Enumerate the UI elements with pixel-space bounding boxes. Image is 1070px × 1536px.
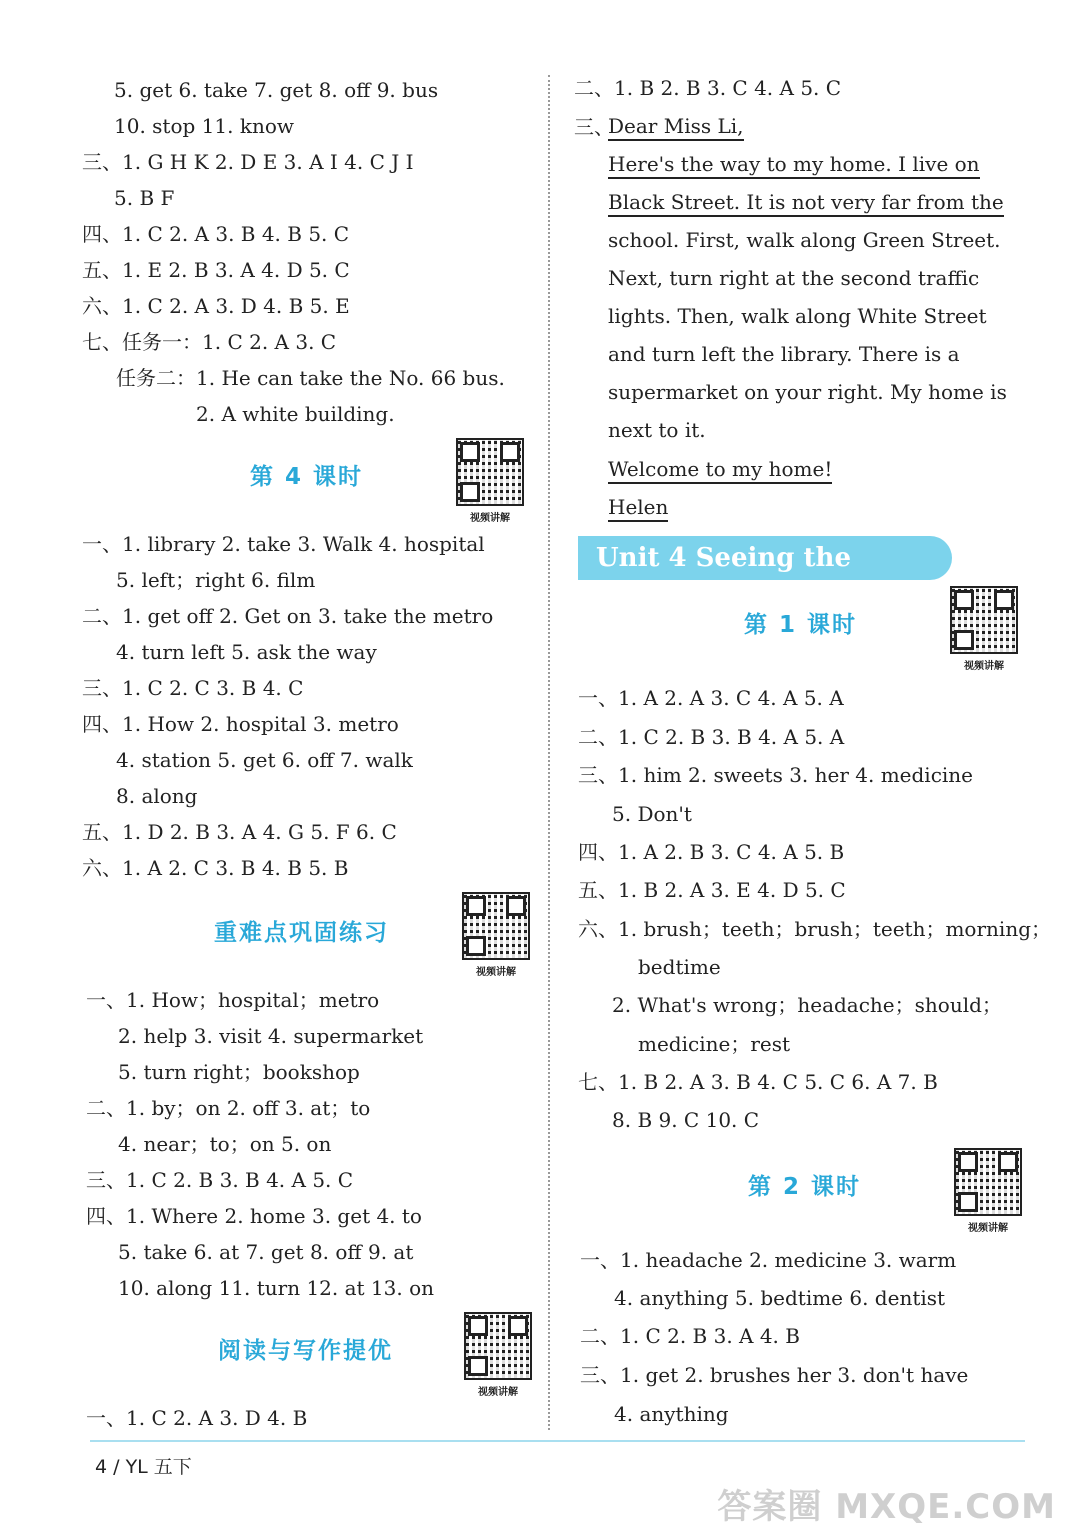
answer-line: 三、1. C 2. C 3. B 4. C xyxy=(82,676,304,700)
qr-label: 视频讲解 xyxy=(964,661,1004,672)
answer-line: 5. turn right；bookshop xyxy=(118,1060,360,1084)
answer-line: 五、1. D 2. B 3. A 4. G 5. F 6. C xyxy=(82,820,397,844)
unit-banner: Unit 4 Seeing the doctor xyxy=(578,536,952,580)
answer-line: 二、1. by；on 2. off 3. at；to xyxy=(86,1096,371,1120)
answer-line: 六、1. brush；teeth；brush；teeth；morning； xyxy=(578,917,1051,941)
watermark: 答案圈 MXQE.COM xyxy=(717,1487,1056,1527)
letter-line: Helen xyxy=(608,495,668,522)
qr-label: 视频讲解 xyxy=(478,1387,518,1398)
letter-line: Welcome to my home! xyxy=(608,457,832,484)
section-heading: 第 2 课时 xyxy=(748,1174,862,1200)
answer-line: 六、1. C 2. A 3. D 4. B 5. E xyxy=(82,294,350,318)
answer-line: 5. left；right 6. film xyxy=(116,568,316,592)
answer-line: 四、1. Where 2. home 3. get 4. to xyxy=(86,1204,422,1228)
answer-line: 任务二：1. He can take the No. 66 bus. xyxy=(116,366,505,390)
letter-line: lights. Then, walk along White Street xyxy=(608,304,987,328)
answer-line: 二、1. C 2. B 3. B 4. A 5. A xyxy=(578,725,845,749)
answer-line: 三、1. C 2. B 3. B 4. A 5. C xyxy=(86,1168,354,1192)
answer-line: 4. station 5. get 6. off 7. walk xyxy=(116,748,413,772)
answer-line: 五、1. B 2. A 3. E 4. D 5. C xyxy=(578,878,846,902)
answer-line: 二、1. B 2. B 3. C 4. A 5. C xyxy=(574,76,842,100)
answer-line: 三、1. him 2. sweets 3. her 4. medicine xyxy=(578,763,974,787)
letter-line: Next, turn right at the second traffic xyxy=(608,266,980,290)
answer-line: 三、1. G H K 2. D E 3. A I 4. C J I xyxy=(82,150,414,174)
qr-code[interactable] xyxy=(456,438,524,524)
answer-line: 四、1. How 2. hospital 3. metro xyxy=(82,712,399,736)
section-heading: 第 1 课时 xyxy=(744,612,858,638)
letter-line: next to it. xyxy=(608,418,706,442)
answer-line: 2. What's wrong；headache；should； xyxy=(612,993,1002,1017)
answer-line: 4. near；to；on 5. on xyxy=(118,1132,332,1156)
answer-line: 四、1. A 2. B 3. C 4. A 5. B xyxy=(578,840,845,864)
answer-line: 4. turn left 5. ask the way xyxy=(116,640,377,664)
answer-line: 三、1. get 2. brushes her 3. don't have xyxy=(580,1363,969,1387)
section-heading: 阅读与写作提优 xyxy=(218,1338,393,1364)
letter-line: supermarket on your right. My home is xyxy=(608,380,1007,404)
letter-line: Black Street. It is not very far from the xyxy=(608,190,1004,217)
answer-line: 8. B 9. C 10. C xyxy=(612,1108,760,1132)
qr-label: 视频讲解 xyxy=(470,513,510,524)
qr-label: 视频讲解 xyxy=(476,967,516,978)
qr-label: 视频讲解 xyxy=(968,1223,1008,1234)
answer-line: 8. along xyxy=(116,784,198,808)
answer-line: 七、1. B 2. A 3. B 4. C 5. C 6. A 7. B xyxy=(578,1070,938,1094)
answer-line: 4. anything 5. bedtime 6. dentist xyxy=(614,1286,946,1310)
answer-line: 10. along 11. turn 12. at 13. on xyxy=(118,1276,435,1300)
section-heading: 第 4 课时 xyxy=(250,464,364,490)
answer-line: 5. get 6. take 7. get 8. off 9. bus xyxy=(114,78,439,102)
column-divider xyxy=(548,75,550,1430)
answer-line: 二、1. C 2. B 3. A 4. B xyxy=(580,1324,800,1348)
letter-line: Here's the way to my home. I live on xyxy=(608,152,980,179)
answer-line: 一、1. How；hospital；metro xyxy=(86,988,380,1012)
answer-line: 一、1. C 2. A 3. D 4. B xyxy=(86,1406,308,1430)
letter-line: and turn left the library. There is a xyxy=(608,342,960,366)
qr-code[interactable] xyxy=(954,1148,1022,1234)
answer-line: 四、1. C 2. A 3. B 4. B 5. C xyxy=(82,222,350,246)
qr-code[interactable] xyxy=(950,586,1018,672)
qr-code[interactable] xyxy=(462,892,530,978)
answer-line: 二、1. get off 2. Get on 3. take the metro xyxy=(82,604,494,628)
answer-line: medicine；rest xyxy=(638,1032,791,1056)
page-footer: 4 / YL 五下 xyxy=(95,1456,192,1478)
answer-line: bedtime xyxy=(638,955,721,979)
answer-line: 五、1. E 2. B 3. A 4. D 5. C xyxy=(82,258,350,282)
answer-line: 2. help 3. visit 4. supermarket xyxy=(118,1024,424,1048)
footer-rule xyxy=(90,1440,1025,1442)
answer-line: 5. B F xyxy=(114,186,175,210)
answer-line: 10. stop 11. know xyxy=(114,114,294,138)
letter-line: Dear Miss Li, xyxy=(608,114,744,141)
qr-code[interactable] xyxy=(464,1312,532,1398)
answer-line: 一、1. library 2. take 3. Walk 4. hospital xyxy=(82,532,485,556)
answer-line: 一、1. headache 2. medicine 3. warm xyxy=(580,1248,957,1272)
letter-line: school. First, walk along Green Street. xyxy=(608,228,1001,252)
answer-line: 六、1. A 2. C 3. B 4. B 5. B xyxy=(82,856,349,880)
answer-line: 5. take 6. at 7. get 8. off 9. at xyxy=(118,1240,414,1264)
answer-line: 4. anything xyxy=(614,1402,729,1426)
section-heading: 重难点巩固练习 xyxy=(214,920,389,946)
answer-line: 2. A white building. xyxy=(196,402,395,426)
answer-line: 一、1. A 2. A 3. C 4. A 5. A xyxy=(578,686,844,710)
answer-line: 5. Don't xyxy=(612,802,692,826)
letter-prefix: 三、 xyxy=(574,115,614,139)
answer-line: 七、任务一：1. C 2. A 3. C xyxy=(82,330,337,354)
